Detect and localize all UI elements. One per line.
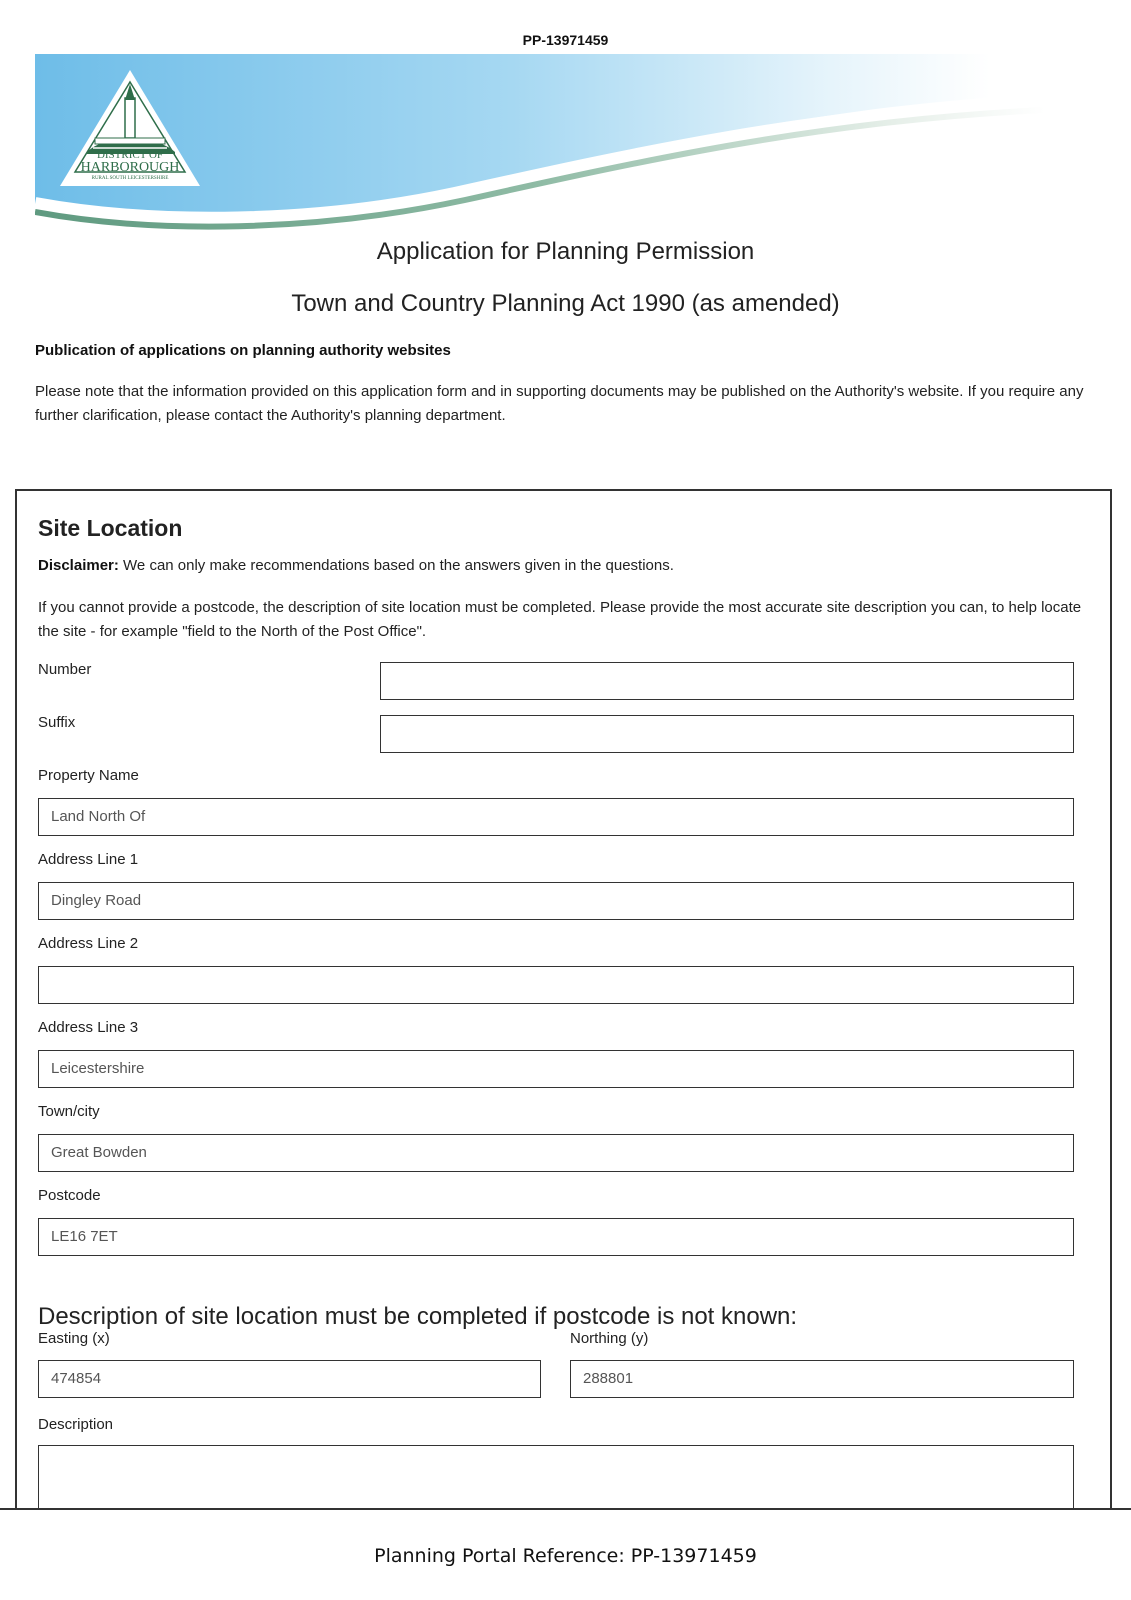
banner-graphic [35,54,1096,234]
number-label: Number [38,661,92,678]
easting-input[interactable]: 474854 [38,1360,541,1398]
publication-text: Please note that the information provided on this application form and in supporting documents may be published on the Authority's website. If you require any further clarification, please contact the Authority's planning department. [35,383,1084,424]
northing-label: Northing (y) [570,1330,649,1347]
postcode-label: Postcode [38,1187,101,1204]
easting-label: Easting (x) [38,1330,110,1347]
disclaimer-label: Disclaimer: [38,557,119,574]
postcode-input[interactable]: LE16 7ET [38,1218,1074,1256]
northing-input[interactable]: 288801 [570,1360,1074,1398]
address-line-3-input[interactable]: Leicestershire [38,1050,1074,1088]
section-title: Site Location [38,515,183,541]
publication-heading: Publication of applications on planning authority websites [35,342,451,359]
town-label: Town/city [38,1103,100,1120]
address-line-3-label: Address Line 3 [38,1019,139,1036]
guidance-text: If you cannot provide a postcode, the description of site location must be completed. Please provide the most accurate site description you can, to help locate the site - for example "field to the North of the Post Office". [38,599,1082,640]
number-input[interactable] [380,662,1074,700]
reference-number: PP-13971459 [522,32,609,48]
page-divider [0,1508,1131,1510]
property-name-label: Property Name [38,767,139,784]
disclaimer-text: We can only make recommendations based on the answers given in the questions. [118,557,674,574]
description-label: Description [38,1416,114,1433]
logo-line-2: HARBOROUGH [80,160,180,175]
act-title: Town and Country Planning Act 1990 (as amended) [291,290,840,317]
town-input[interactable]: Great Bowden [38,1134,1074,1172]
disclaimer [38,557,674,574]
address-line-2-input[interactable] [38,966,1074,1004]
suffix-label: Suffix [38,714,76,731]
description-heading: Description of site location must be completed if postcode is not known: [38,1303,798,1330]
description-textarea[interactable] [38,1445,1074,1509]
logo-line-3: RURAL SOUTH LEICESTERSHIRE [91,176,169,181]
page-title: Application for Planning Permission [376,238,755,265]
site-location-section [15,489,1112,1509]
council-banner [35,54,1096,234]
property-name-input[interactable]: Land North Of [38,798,1074,836]
address-line-1-input[interactable]: Dingley Road [38,882,1074,920]
logo-line-1: DISTRICT OF [96,149,164,161]
suffix-input[interactable] [380,715,1074,753]
address-line-2-label: Address Line 2 [38,935,139,952]
footer-reference: Planning Portal Reference: PP-13971459 [374,1545,757,1567]
address-line-1-label: Address Line 1 [38,851,139,868]
